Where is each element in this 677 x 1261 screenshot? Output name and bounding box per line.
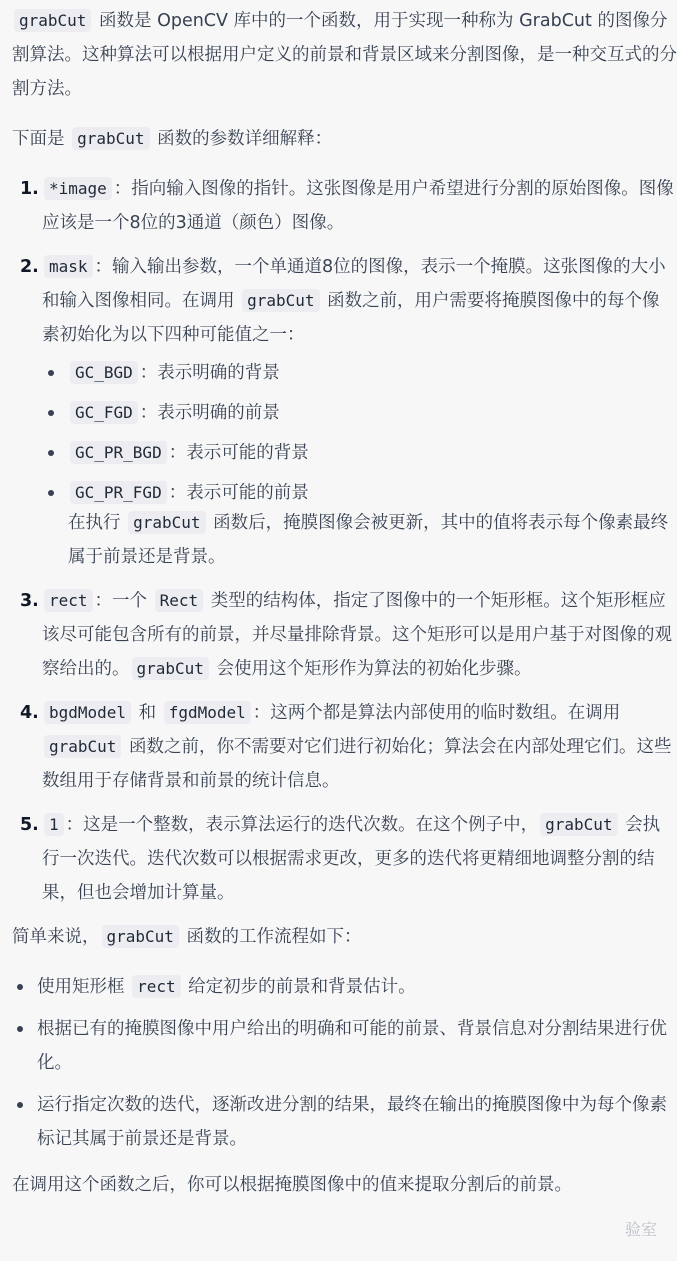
- inline-code: grabCut: [44, 735, 121, 758]
- list-item-text: 给定初步的前景和背景估计。: [182, 977, 416, 997]
- bullet-dot: [48, 370, 54, 376]
- inline-code: grabCut: [128, 511, 205, 534]
- param-text: 函数之前，你不需要对它们进行初始化；算法会在内部处理它们。这些数组用于存储背景和前景的统计信息。: [42, 737, 672, 791]
- list-number: 2.: [20, 257, 39, 277]
- inline-code: grabCut: [242, 289, 319, 312]
- inline-code: GC_PR_BGD: [70, 441, 167, 464]
- list-item-text: 根据已有的掩膜图像中用户给出的明确和可能的前景、背景信息对分割结果进行优化。: [37, 1019, 667, 1073]
- intro-paragraph: [12, 4, 677, 106]
- inline-code: rect: [132, 975, 181, 998]
- intro-text: 函数是 OpenCV 库中的一个函数，用于实现一种称为 GrabCut 的图像分割算法。这种算法可以根据用户定义的前景和背景区域来分割图像，是一种交互式的分割方法。: [12, 11, 677, 99]
- list-item: [68, 476, 677, 574]
- list-item: [37, 1088, 677, 1156]
- list-item-text: 使用矩形框: [37, 977, 131, 997]
- param-text: 会执行一次迭代。迭代次数可以根据需求更改，更多的迭代将更精细地调整分割的结果，但也会增加计算量。: [42, 815, 661, 903]
- list-item: [68, 436, 677, 470]
- bullet-dot: [17, 1026, 23, 1032]
- inline-code: 1: [44, 813, 64, 836]
- params-intro-pre: 下面是: [12, 129, 71, 149]
- param-text: 和: [133, 703, 162, 723]
- inline-code: Rect: [155, 589, 204, 612]
- bullet-dot: [48, 450, 54, 456]
- inline-code: GC_FGD: [70, 401, 138, 424]
- bullet-dot: [48, 490, 54, 496]
- summary-pre: 简单来说，: [12, 927, 100, 947]
- list-item: [68, 396, 677, 430]
- inline-code: grabCut: [540, 813, 617, 836]
- param-item-rect: [20, 584, 677, 686]
- bullet-dot: [48, 410, 54, 416]
- inline-code: grabCut: [102, 925, 179, 948]
- mask-value-list: [42, 356, 677, 574]
- inline-code: mask: [44, 255, 93, 278]
- list-item-text: ：表示明确的背景: [139, 363, 280, 383]
- param-item-image: [20, 172, 677, 240]
- param-text: 会使用这个矩形作为算法的初始化步骤。: [210, 659, 532, 679]
- param-item-iterations: [20, 808, 677, 910]
- summary-post: 函数的工作流程如下：: [180, 927, 362, 947]
- list-number: 4.: [20, 703, 39, 723]
- param-text: 函数之前，用户需要将掩膜图像中的每个像素初始化为以下四种可能值之一：: [42, 291, 660, 345]
- list-number: 1.: [20, 179, 39, 199]
- inline-code: GC_BGD: [70, 361, 138, 384]
- inline-code: fgdModel: [164, 701, 251, 724]
- bullet-dot: [17, 1102, 23, 1108]
- list-number: 5.: [20, 815, 39, 835]
- list-item: [37, 1012, 677, 1080]
- param-text: ：这是一个整数，表示算法运行的迭代次数。在这个例子中，: [65, 815, 539, 835]
- list-number: 3.: [20, 591, 39, 611]
- note-pre: 在执行: [68, 513, 127, 533]
- inline-code: grabCut: [132, 657, 209, 680]
- list-item: [37, 970, 677, 1004]
- param-item-models: [20, 696, 677, 798]
- list-item-text: ：表示可能的前景: [168, 483, 309, 503]
- bullet-dot: [17, 984, 23, 990]
- inline-code: GC_PR_FGD: [70, 481, 167, 504]
- param-text: ：这两个都是算法内部使用的临时数组。在调用: [252, 703, 621, 723]
- param-text: ：指向输入图像的指针。这张图像是用户希望进行分割的原始图像。图像应该是一个8位的3通道（颜色）图像。: [42, 179, 674, 233]
- inline-code: rect: [44, 589, 93, 612]
- mask-note: [68, 506, 677, 574]
- workflow-list: [12, 970, 677, 1156]
- inline-code: grabCut: [72, 127, 149, 150]
- param-text: ：一个: [94, 591, 153, 611]
- params-intro-paragraph: [12, 122, 677, 156]
- closing-paragraph: 在调用这个函数之后，你可以根据掩膜图像中的值来提取分割后的前景。: [12, 1175, 572, 1195]
- params-intro-post: 函数的参数详细解释：: [151, 129, 333, 149]
- list-item: [68, 356, 677, 390]
- watermark: 验室: [624, 1220, 657, 1239]
- note-post: 函数后，掩膜图像会被更新，其中的值将表示每个像素最终属于前景还是背景。: [68, 513, 669, 567]
- list-item-text: ：表示明确的前景: [139, 403, 280, 423]
- list-item-text: 运行指定次数的迭代，逐渐改进分割的结果，最终在输出的掩膜图像中为每个像素标记其属于前景还是背景。: [37, 1095, 667, 1149]
- param-text: 类型的结构体，指定了图像中的一个矩形框。这个矩形框应该尽可能包含所有的前景，并尽量排除背景。这个矩形可以是用户基于对图像的观察给出的。: [42, 591, 672, 679]
- param-text: ：输入输出参数，一个单通道8位的图像，表示一个掩膜。这张图像的大小和输入图像相同。在调用: [42, 257, 666, 311]
- summary-intro-paragraph: [12, 920, 677, 954]
- inline-code: *image: [44, 177, 112, 200]
- parameter-list: [12, 172, 677, 910]
- param-item-mask: [20, 250, 677, 574]
- list-item-text: ：表示可能的背景: [168, 443, 309, 463]
- inline-code: bgdModel: [44, 701, 131, 724]
- inline-code: grabCut: [14, 9, 91, 32]
